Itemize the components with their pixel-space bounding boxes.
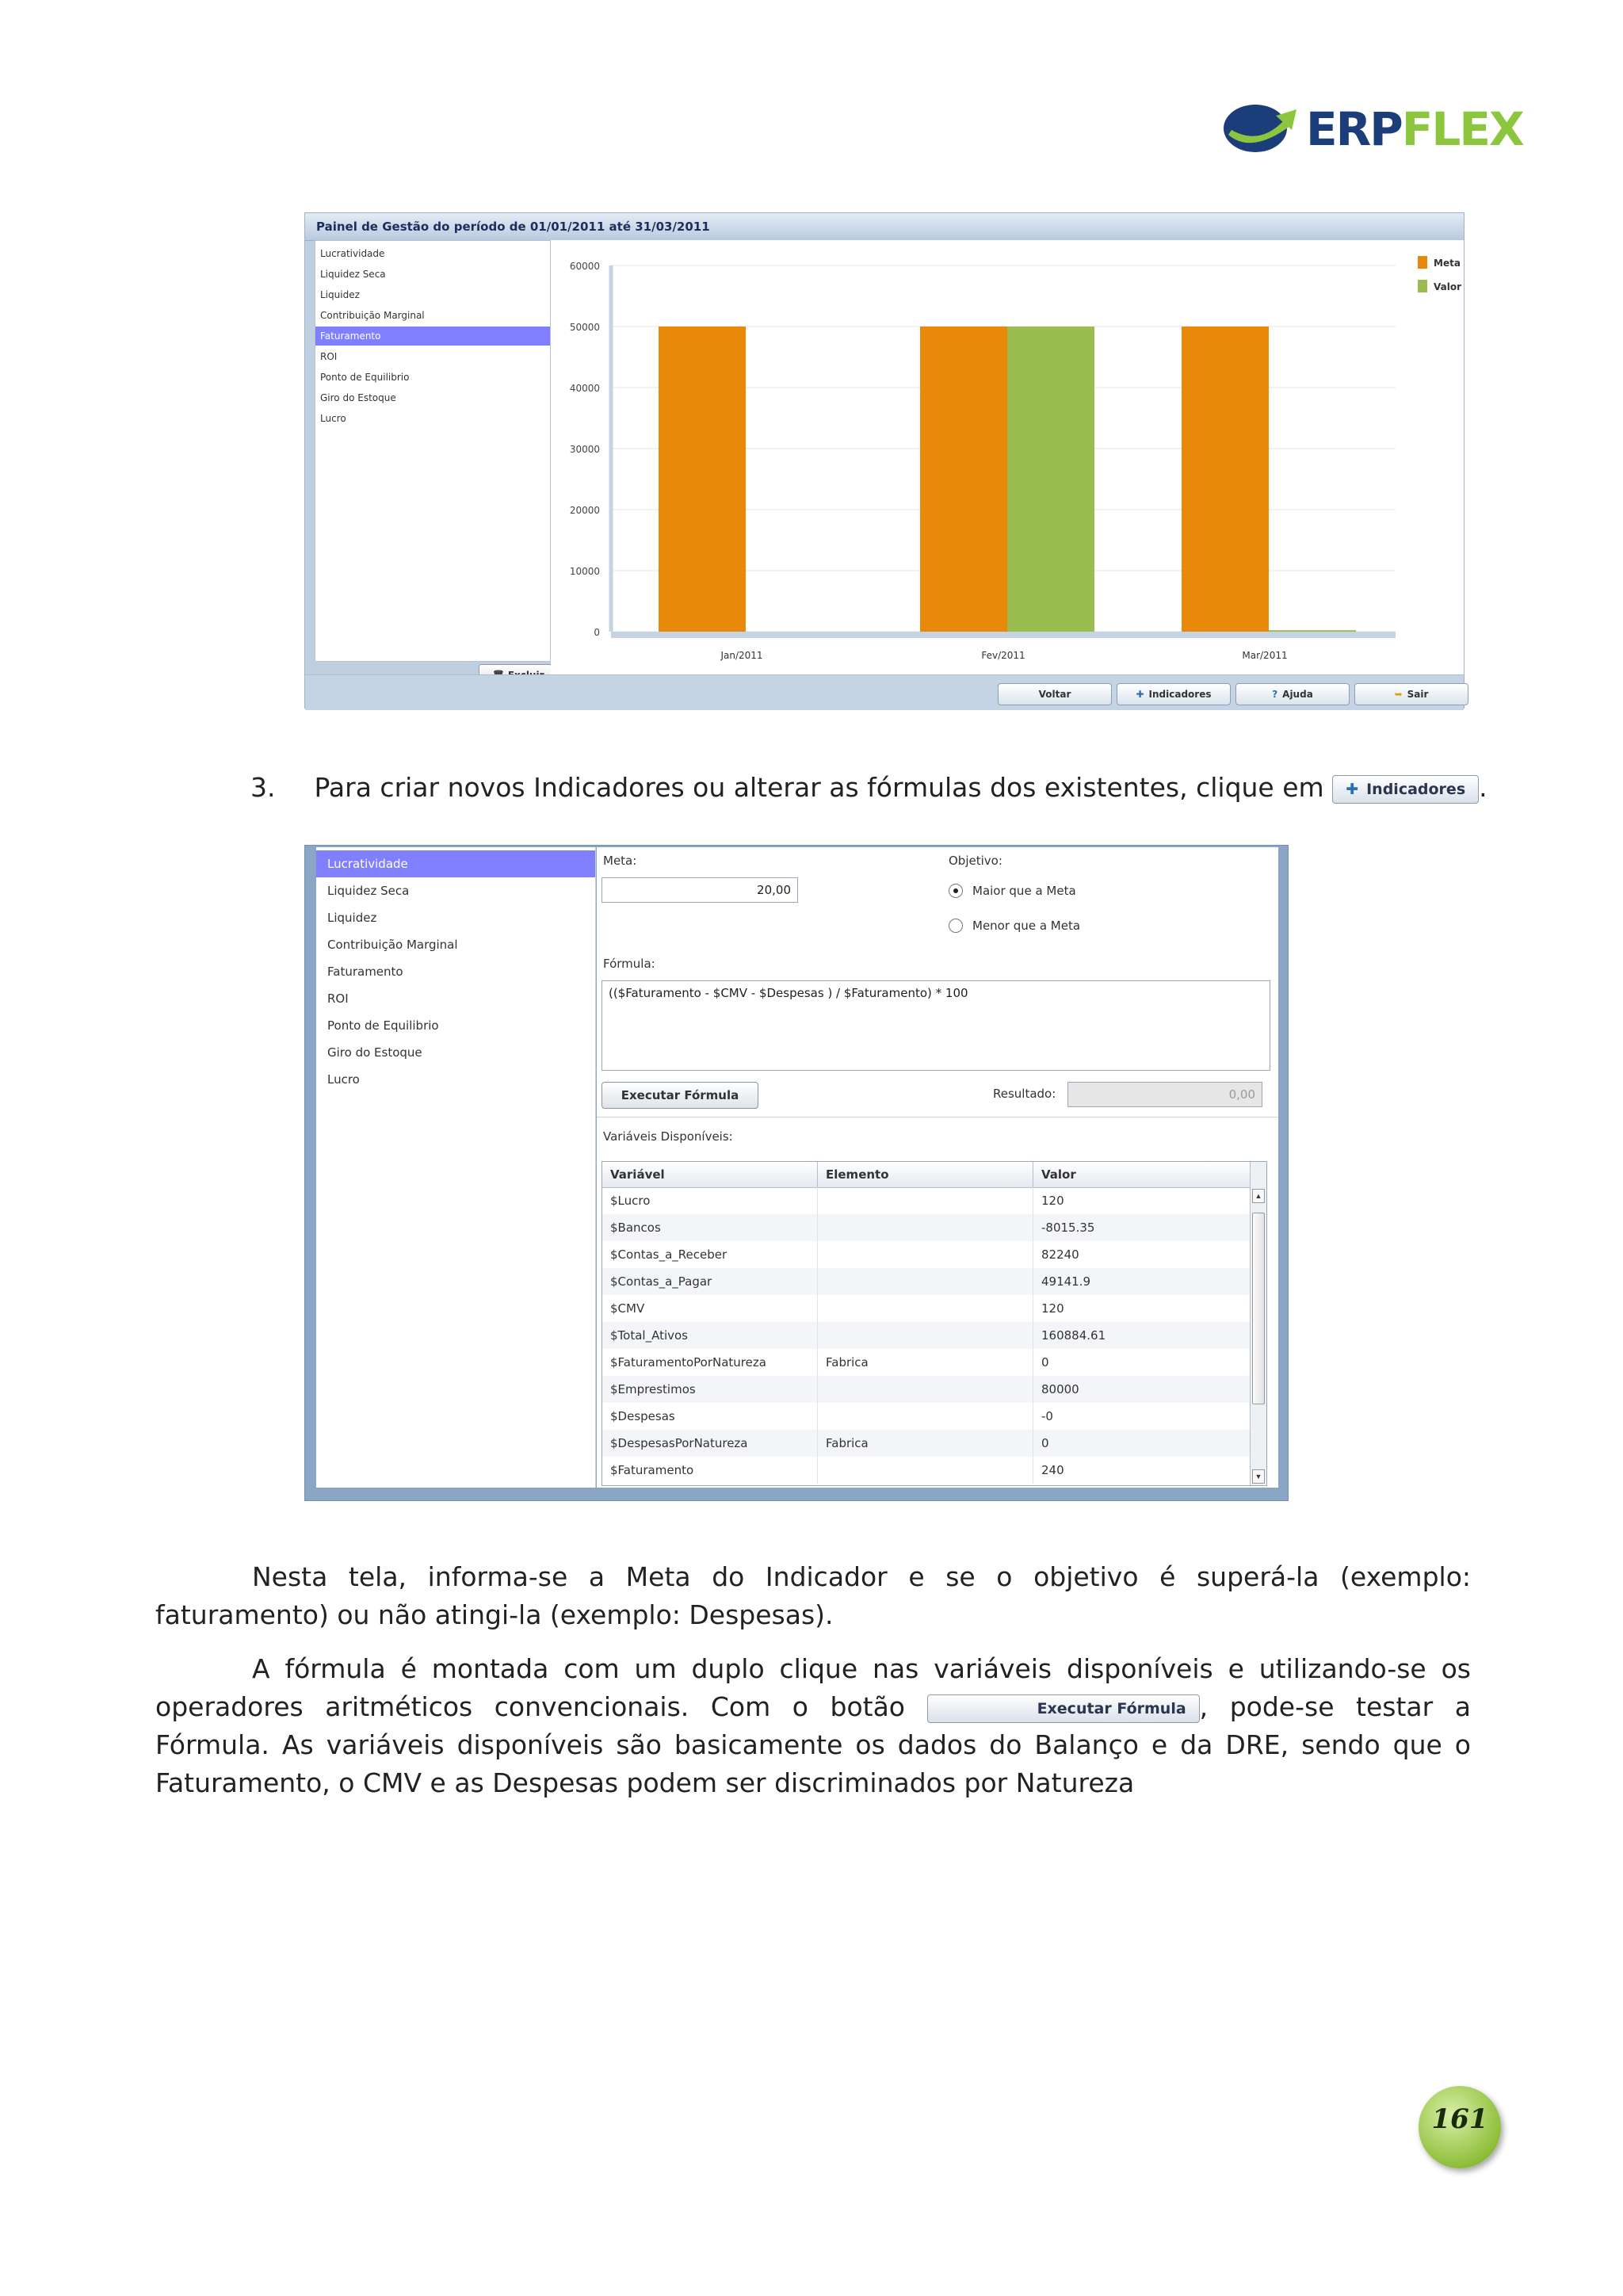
objetivo-label: Objetivo: bbox=[949, 854, 1002, 868]
executar-formula-button[interactable]: Executar Fórmula bbox=[601, 1082, 758, 1109]
editor-indicator-item[interactable]: Giro do Estoque bbox=[327, 1045, 422, 1060]
bar-valor bbox=[1007, 327, 1094, 632]
inline-executar-button: Executar Fórmula bbox=[927, 1694, 1200, 1723]
cell-elemento bbox=[818, 1295, 1033, 1322]
cell-variavel: $Contas_a_Pagar bbox=[602, 1268, 818, 1295]
table-scrollbar[interactable] bbox=[1250, 1162, 1266, 1485]
indicator-editor-screenshot bbox=[304, 845, 1289, 1501]
formula-label: Fórmula: bbox=[603, 957, 655, 971]
cell-valor: -0 bbox=[1033, 1403, 1252, 1430]
table-row[interactable] bbox=[602, 1376, 1252, 1403]
table-row[interactable] bbox=[602, 1349, 1252, 1376]
cell-elemento bbox=[818, 1376, 1033, 1403]
table-header bbox=[602, 1162, 1252, 1188]
page-number-badge bbox=[1419, 2086, 1501, 2168]
scroll-up-icon[interactable]: ▲ bbox=[1252, 1189, 1265, 1203]
indicadores-button[interactable] bbox=[1117, 683, 1231, 705]
cell-valor: 0 bbox=[1033, 1349, 1252, 1376]
painel-indicator-item[interactable]: Liquidez bbox=[320, 289, 360, 300]
editor-indicator-item[interactable]: ROI bbox=[327, 991, 349, 1006]
bar-chart bbox=[551, 240, 1464, 674]
editor-indicator-item[interactable]: Lucratividade bbox=[316, 850, 595, 877]
meta-label: Meta: bbox=[603, 854, 637, 868]
exit-icon: ➥ bbox=[1394, 689, 1403, 700]
editor-indicator-item[interactable]: Contribuição Marginal bbox=[327, 938, 458, 952]
y-tick-label: 10000 bbox=[569, 566, 600, 577]
table-row[interactable] bbox=[602, 1295, 1252, 1322]
variaveis-label: Variáveis Disponíveis: bbox=[603, 1129, 733, 1144]
cell-valor: 160884.61 bbox=[1033, 1322, 1252, 1349]
cell-elemento bbox=[818, 1457, 1033, 1484]
cell-valor: 240 bbox=[1033, 1457, 1252, 1484]
cell-variavel: $Total_Ativos bbox=[602, 1322, 818, 1349]
cell-variavel: $CMV bbox=[602, 1295, 818, 1322]
painel-gestao-screenshot bbox=[304, 212, 1465, 709]
cell-elemento bbox=[818, 1403, 1033, 1430]
page-number: 161 bbox=[1431, 2103, 1488, 2135]
y-tick-label: 20000 bbox=[569, 505, 600, 516]
cell-valor: 120 bbox=[1033, 1295, 1252, 1322]
painel-indicator-item[interactable]: Liquidez Seca bbox=[320, 269, 386, 280]
table-row[interactable] bbox=[602, 1268, 1252, 1295]
formula-textarea[interactable]: (($Faturamento - $CMV - $Despesas ) / $Faturamento) * 100 bbox=[601, 980, 1270, 1071]
painel-indicator-item[interactable]: Ponto de Equilibrio bbox=[320, 372, 410, 383]
cell-variavel: $DespesasPorNatureza bbox=[602, 1430, 818, 1457]
radio-maior-label: Maior que a Meta bbox=[972, 884, 1076, 898]
erpflex-logo bbox=[1220, 97, 1523, 160]
bar-valor bbox=[1269, 630, 1356, 632]
bar-meta bbox=[920, 327, 1007, 632]
inline-indicadores-label: Indicadores bbox=[1366, 780, 1466, 798]
cell-variavel: $Lucro bbox=[602, 1187, 818, 1214]
table-row[interactable] bbox=[602, 1241, 1252, 1268]
radio-menor[interactable] bbox=[949, 919, 963, 933]
radio-maior[interactable] bbox=[949, 884, 963, 898]
voltar-label: Voltar bbox=[1038, 689, 1071, 700]
scroll-thumb[interactable] bbox=[1252, 1213, 1265, 1404]
indicator-list bbox=[315, 240, 551, 662]
cell-valor: 82240 bbox=[1033, 1241, 1252, 1268]
editor-indicator-list bbox=[316, 847, 596, 1488]
logo-swoosh-icon bbox=[1220, 100, 1300, 157]
cell-variavel: $Contas_a_Receber bbox=[602, 1241, 818, 1268]
painel-indicator-item[interactable]: Contribuição Marginal bbox=[320, 310, 425, 321]
legend-label: Valor bbox=[1434, 281, 1462, 292]
step3-line bbox=[250, 769, 1487, 807]
sair-label: Sair bbox=[1407, 689, 1429, 700]
plus-icon: ✚ bbox=[1136, 689, 1144, 700]
cell-variavel: $Bancos bbox=[602, 1214, 818, 1241]
chart-area bbox=[551, 240, 1464, 674]
cell-elemento bbox=[818, 1187, 1033, 1214]
y-tick-label: 0 bbox=[594, 627, 600, 638]
variables-table bbox=[601, 1161, 1267, 1486]
painel-indicator-item[interactable]: Faturamento bbox=[315, 327, 550, 346]
editor-indicator-item[interactable]: Liquidez bbox=[327, 911, 377, 925]
paragraph-2-before: A fórmula é montada com um duplo clique nas variáveis disponíveis e utilizando-se os operadores aritméticos convencionais. Com o botão bbox=[155, 1653, 1471, 1722]
cell-valor: 49141.9 bbox=[1033, 1268, 1252, 1295]
cell-elemento bbox=[818, 1268, 1033, 1295]
sair-button[interactable] bbox=[1354, 683, 1468, 705]
cell-elemento: Fabrica bbox=[818, 1349, 1033, 1376]
cell-elemento bbox=[818, 1322, 1033, 1349]
cell-valor: 120 bbox=[1033, 1187, 1252, 1214]
x-tick-label: Mar/2011 bbox=[1242, 650, 1288, 661]
cell-elemento bbox=[818, 1241, 1033, 1268]
table-row[interactable] bbox=[602, 1457, 1252, 1484]
paragraph-1: Nesta tela, informa-se a Meta do Indicador e se o objetivo é superá-la (exemplo: faturamento) ou não atingi-la (exemplo: Despesas). bbox=[155, 1561, 1471, 1630]
cell-variavel: $Faturamento bbox=[602, 1457, 818, 1484]
painel-titlebar bbox=[305, 213, 1464, 241]
painel-indicator-item[interactable]: Giro do Estoque bbox=[320, 392, 396, 403]
inline-indicadores-button bbox=[1332, 775, 1479, 804]
radio-menor-label: Menor que a Meta bbox=[972, 919, 1081, 933]
y-tick-label: 60000 bbox=[569, 261, 600, 272]
bar-meta bbox=[659, 327, 746, 632]
col-variavel[interactable]: Variável bbox=[602, 1162, 818, 1187]
legend-swatch bbox=[1418, 280, 1427, 292]
table-row[interactable] bbox=[602, 1403, 1252, 1430]
painel-indicator-item[interactable]: Lucratividade bbox=[320, 248, 385, 259]
painel-bottom-bar bbox=[305, 674, 1464, 710]
legend-label: Meta bbox=[1434, 258, 1461, 269]
help-icon: ? bbox=[1272, 689, 1278, 700]
editor-indicator-item[interactable]: Faturamento bbox=[327, 965, 403, 979]
painel-title: Painel de Gestão do período de 01/01/2011 até 31/03/2011 bbox=[316, 220, 710, 234]
cell-variavel: $Despesas bbox=[602, 1403, 818, 1430]
y-tick-label: 30000 bbox=[569, 444, 600, 455]
meta-input[interactable]: 20,00 bbox=[601, 877, 798, 903]
step3-trailing: . bbox=[1479, 772, 1487, 803]
editor-indicator-item[interactable]: Lucro bbox=[327, 1072, 360, 1087]
editor-indicator-item[interactable]: Liquidez Seca bbox=[327, 884, 410, 898]
bar-meta bbox=[1182, 327, 1269, 632]
resultado-field: 0,00 bbox=[1067, 1082, 1262, 1107]
voltar-button[interactable] bbox=[998, 683, 1112, 705]
cell-valor: -8015.35 bbox=[1033, 1214, 1252, 1241]
step3-text: Para criar novos Indicadores ou alterar as fórmulas dos existentes, clique em bbox=[314, 772, 1324, 803]
table-row[interactable] bbox=[602, 1430, 1252, 1457]
paragraph-2 bbox=[155, 1650, 1471, 1802]
step3-number: 3. bbox=[250, 772, 276, 803]
plus-icon: ✚ bbox=[1346, 780, 1359, 798]
col-elemento[interactable]: Elemento bbox=[818, 1162, 1033, 1187]
painel-indicator-item[interactable]: ROI bbox=[320, 351, 338, 362]
scroll-down-icon[interactable]: ▼ bbox=[1252, 1469, 1265, 1484]
ajuda-label: Ajuda bbox=[1282, 689, 1313, 700]
cell-variavel: $Emprestimos bbox=[602, 1376, 818, 1403]
paragraph-2-after: , pode-se testar a Fórmula. As variáveis disponíveis são basicamente os dados do Balanço e da DRE, sendo que o Faturamento, o CMV e as Despesas podem ser discriminados por Natureza bbox=[155, 1691, 1471, 1798]
col-valor[interactable]: Valor bbox=[1041, 1167, 1076, 1182]
table-row[interactable] bbox=[602, 1322, 1252, 1349]
indicadores-label: Indicadores bbox=[1148, 689, 1212, 700]
cell-elemento: Fabrica bbox=[818, 1430, 1033, 1457]
table-row[interactable] bbox=[602, 1187, 1252, 1214]
y-tick-label: 50000 bbox=[569, 322, 600, 333]
x-tick-label: Jan/2011 bbox=[720, 650, 763, 661]
x-tick-label: Fev/2011 bbox=[981, 650, 1025, 661]
y-tick-label: 40000 bbox=[569, 383, 600, 394]
resultado-label: Resultado: bbox=[993, 1087, 1056, 1101]
editor-indicator-item[interactable]: Ponto de Equilibrio bbox=[327, 1018, 439, 1033]
cell-elemento bbox=[818, 1214, 1033, 1241]
logo-text: ERPFLEX bbox=[1306, 102, 1523, 156]
ajuda-button[interactable] bbox=[1235, 683, 1350, 705]
editor-form bbox=[597, 847, 1278, 1488]
painel-indicator-item[interactable]: Lucro bbox=[320, 413, 346, 424]
cell-variavel: $FaturamentoPorNatureza bbox=[602, 1349, 818, 1376]
table-row[interactable] bbox=[602, 1214, 1252, 1241]
cell-valor: 0 bbox=[1033, 1430, 1252, 1457]
cell-valor: 80000 bbox=[1033, 1376, 1252, 1403]
legend-swatch bbox=[1418, 256, 1427, 269]
